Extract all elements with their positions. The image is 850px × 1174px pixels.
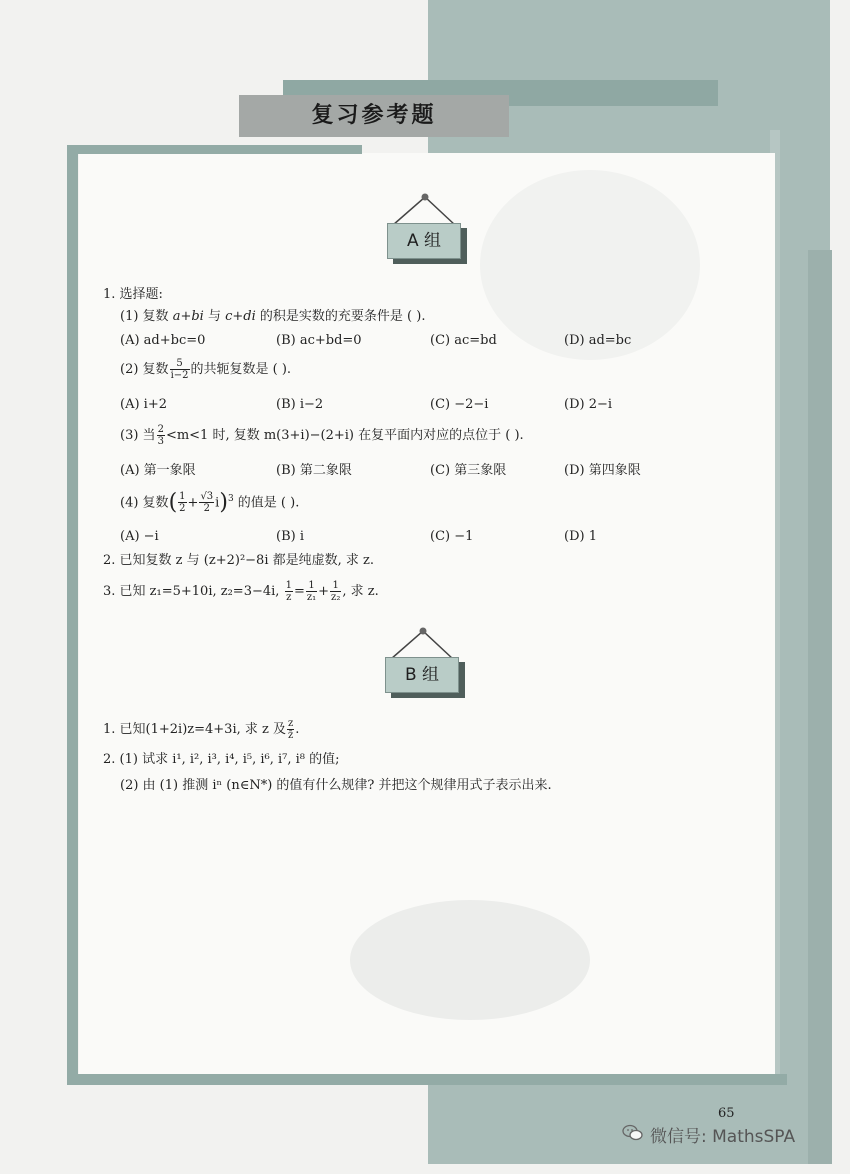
- option-c: (C) −2−i: [430, 397, 489, 412]
- options-1-3: [120, 462, 720, 480]
- math-op: =: [293, 584, 305, 599]
- question-text: (1) 复数: [120, 309, 173, 324]
- question-text: 的共轭复数是 ( ).: [190, 362, 292, 377]
- group-b-label: B 组: [385, 657, 459, 693]
- watermark: 微信号: MathsSPA: [650, 1127, 796, 1147]
- denominator: z̄: [287, 730, 294, 741]
- question-text: (2) 复数: [120, 362, 169, 377]
- question-b-2-2: (2) 由 (1) 推测 iⁿ (n∈N*) 的值有什么规律? 并把这个规律用式子表示出来.: [120, 778, 552, 793]
- question-1-4: [120, 490, 299, 514]
- math-op: +: [318, 584, 330, 599]
- paren: (: [168, 489, 178, 515]
- denominator: 2: [179, 503, 186, 515]
- frame-left: [67, 145, 78, 1085]
- option-a: (A) i+2: [120, 397, 167, 412]
- option-d: (D) 2−i: [564, 397, 613, 412]
- fraction: [199, 491, 214, 514]
- math-var: a: [172, 309, 181, 324]
- options-1-1: [120, 332, 720, 350]
- question-heading: 1. 选择题:: [103, 287, 163, 302]
- exponent: 3: [227, 494, 234, 504]
- numerator: 1: [285, 580, 292, 591]
- question-3: [103, 580, 379, 603]
- math-var: c: [225, 309, 233, 324]
- group-b-sign: [385, 627, 505, 717]
- option-c: (C) ac=bd: [430, 333, 497, 348]
- option-d: (D) 1: [564, 529, 597, 544]
- math-var: di: [243, 309, 256, 324]
- math-op: +: [232, 309, 244, 324]
- question-b-1: [103, 718, 299, 741]
- numerator: 1: [179, 491, 186, 503]
- denominator: z₂: [331, 592, 341, 603]
- option-b: (B) ac+bd=0: [276, 333, 362, 348]
- question-text: (4) 复数: [120, 495, 169, 511]
- denominator: z₁: [306, 592, 317, 603]
- fraction: [285, 580, 293, 603]
- denominator: 3: [157, 436, 164, 447]
- option-a: (A) 第一象限: [120, 463, 196, 478]
- numerator: √3: [200, 491, 214, 503]
- question-text: 的值是 ( ).: [233, 495, 300, 511]
- question-text: 的积是实数的充要条件是 ( ).: [255, 309, 426, 324]
- math-op: +: [180, 309, 192, 324]
- option-c: (C) 第三象限: [430, 463, 507, 478]
- math-op: +: [187, 495, 199, 511]
- question-1-1: [120, 308, 425, 326]
- question-b-2-1: 2. (1) 试求 i¹, i², i³, i⁴, i⁵, i⁶, i⁷, i⁸ 的值;: [103, 752, 340, 767]
- group-a-label: A 组: [387, 223, 461, 259]
- denominator: i−2: [170, 370, 189, 381]
- question-text: (3) 当: [120, 428, 156, 443]
- question-1-2: [120, 358, 291, 381]
- decorative-band-edge: [808, 250, 832, 1164]
- page-title: 复习参考题: [311, 103, 437, 128]
- question-2: 2. 已知复数 z 与 (z+2)²−8i 都是纯虚数, 求 z.: [103, 553, 374, 568]
- option-b: (B) i−2: [276, 397, 324, 412]
- question-text: 1. 已知(1+2i)z=4+3i, 求 z 及: [103, 722, 286, 737]
- question-text: <m<1 时, 复数 m(3+i)−(2+i) 在复平面内对应的点位于 ( ).: [165, 428, 524, 443]
- numerator: z: [287, 718, 294, 729]
- numerator: 1: [306, 580, 317, 592]
- option-d: (D) ad=bc: [564, 333, 632, 348]
- options-1-4: [120, 528, 720, 546]
- option-b: (B) 第二象限: [276, 463, 352, 478]
- option-a: (A) −i: [120, 529, 159, 544]
- denominator: 2: [203, 503, 210, 515]
- options-1-2: [120, 396, 720, 414]
- background-shape: [350, 900, 590, 1020]
- math-var: i: [215, 495, 220, 511]
- option-d: (D) 第四象限: [564, 463, 641, 478]
- math-var: bi: [191, 309, 204, 324]
- option-c: (C) −1: [430, 529, 474, 544]
- denominator: z: [286, 592, 292, 603]
- option-a: (A) ad+bc=0: [120, 333, 206, 348]
- paren: ): [219, 489, 228, 515]
- numerator: 1: [330, 580, 341, 592]
- question-text: .: [295, 722, 300, 737]
- option-b: (B) i: [276, 529, 304, 544]
- fraction: [157, 424, 165, 447]
- question-text: 与: [203, 309, 226, 324]
- fraction: [170, 358, 190, 381]
- frame-bottom: [67, 1074, 787, 1085]
- page-number: 65: [718, 1106, 735, 1121]
- fraction: [306, 580, 317, 603]
- frame-top: [67, 145, 362, 154]
- group-a-sign: [387, 193, 507, 283]
- question-1-3: [120, 424, 524, 447]
- numerator: 5: [170, 358, 190, 370]
- wechat-icon: [622, 1124, 644, 1142]
- fraction: [330, 580, 341, 603]
- question-text: 3. 已知 z₁=5+10i, z₂=3−4i,: [103, 584, 280, 599]
- question-text: , 求 z.: [342, 584, 379, 599]
- numerator: 2: [157, 424, 164, 435]
- fraction: [287, 718, 294, 741]
- fraction: [178, 491, 186, 514]
